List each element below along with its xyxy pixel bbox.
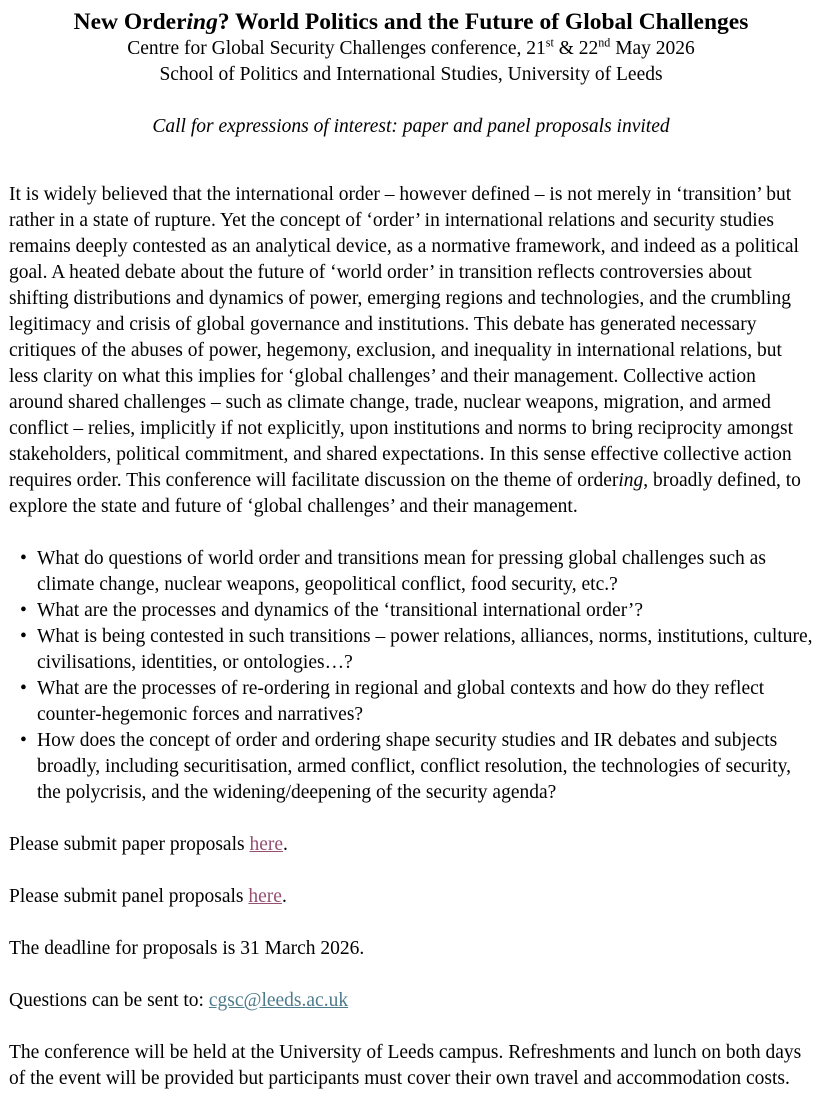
- bullet-marker: •: [20, 600, 27, 621]
- ordinal-nd: nd: [598, 35, 611, 50]
- logistics-paragraph: The conference will be held at the University of Leeds campus. Refreshments and lunch on both days of the event will be provided but participants must cover their own travel and accommodation costs.: [9, 1042, 802, 1089]
- bullet-text-4: What are the processes of re-ordering in regional and global contexts and how do they reflect counter-hegemonic forces and narratives?: [37, 678, 765, 725]
- intro-text-2: , broadly defined, to explore the state and future of ‘global challenges’ and their management.: [9, 470, 801, 517]
- bullet-item-1: [9, 546, 813, 598]
- panel-submission-text: Please submit panel proposals: [9, 886, 249, 907]
- bullet-text-3: What is being contested in such transitions – power relations, alliances, norms, institutions, culture, civilisations, identities, or ontologies…?: [37, 626, 813, 673]
- paper-submission-period: .: [283, 834, 288, 855]
- intro-italic-ing: ing: [618, 470, 644, 491]
- bullet-marker: •: [20, 678, 27, 699]
- ordinal-st: st: [545, 35, 554, 50]
- bullet-item-2: [9, 598, 813, 624]
- bullet-marker: •: [20, 548, 27, 569]
- bullet-text-1: What do questions of world order and transitions mean for pressing global challenges such as climate change, nuclear weapons, geopolitical conflict, food security, etc.?: [37, 548, 766, 595]
- conference-subtitle: [9, 36, 813, 62]
- bullet-item-4: [9, 676, 813, 728]
- email-link[interactable]: cgsc@leeds.ac.uk: [208, 990, 349, 1011]
- document-title: [9, 8, 813, 36]
- subtitle-text-1: Centre for Global Security Challenges conference, 21: [127, 38, 546, 59]
- school-subtitle: School of Politics and International Studies, University of Leeds: [159, 64, 663, 85]
- panel-proposals-link[interactable]: here: [248, 886, 282, 907]
- title-text-2: ? World Politics and the Future of Global Challenges: [217, 9, 749, 35]
- subtitle-text-2: & 22: [553, 38, 599, 59]
- bullet-marker: •: [20, 730, 27, 751]
- bullet-text-2: What are the processes and dynamics of the ‘transitional international order’?: [37, 600, 644, 621]
- panel-submission-period: .: [281, 886, 287, 907]
- questions-line: [9, 988, 813, 1014]
- call-for-expressions-line: Call for expressions of interest: paper and panel proposals invited: [152, 116, 670, 137]
- bullet-marker: •: [20, 626, 27, 647]
- bullet-item-5: [9, 728, 813, 806]
- panel-submission-line: [9, 884, 813, 910]
- bullet-text-5: How does the concept of order and ordering shape security studies and IR debates and subjects broadly, including securitisation, armed conflict, conflict resolution, the technologies of security, the polycrisis, and the widening/deepening of the security agenda?: [37, 730, 791, 803]
- subtitle-text-3: May 2026: [610, 38, 695, 59]
- paper-proposals-link[interactable]: here: [249, 834, 284, 855]
- intro-paragraph: [9, 182, 813, 520]
- bullet-item-3: [9, 624, 813, 676]
- questions-text: Questions can be sent to:: [9, 990, 209, 1011]
- paper-submission-line: [9, 832, 813, 858]
- title-italic-ing: ing: [186, 9, 218, 35]
- bullet-list: [9, 546, 813, 806]
- deadline-line: The deadline for proposals is 31 March 2026.: [9, 938, 365, 959]
- intro-text-1: It is widely believed that the international order – however defined – is not merely in ‘transition’ but rather in a state of rupture. Yet the concept of ‘order’ in international relations and security studies remains deeply contested as an analytical device, as a normative framework, and indeed as a political goal. A heated debate about the future of ‘world order’ in transition reflects controversies about shifting distributions and dynamics of power, emerging regions and technologies, and the crumbling legitimacy and crisis of global governance and institutions. This debate has generated necessary critiques of the abuses of power, hegemony, exclusion, and inequality in international relations, but less clarity on what this implies for ‘global challenges’ and their management. Collective action around shared challenges – such as climate change, trade, nuclear weapons, migration, and armed conflict – relies, implicitly if not explicitly, upon institutions and norms to bring reciprocity amongst stakeholders, political commitment, and shared expectations. In this sense effective collective action requires order. This conference will facilitate discussion on the theme of order: [9, 184, 799, 491]
- paper-submission-text: Please submit paper proposals: [9, 834, 250, 855]
- title-text-1: New Order: [73, 9, 187, 35]
